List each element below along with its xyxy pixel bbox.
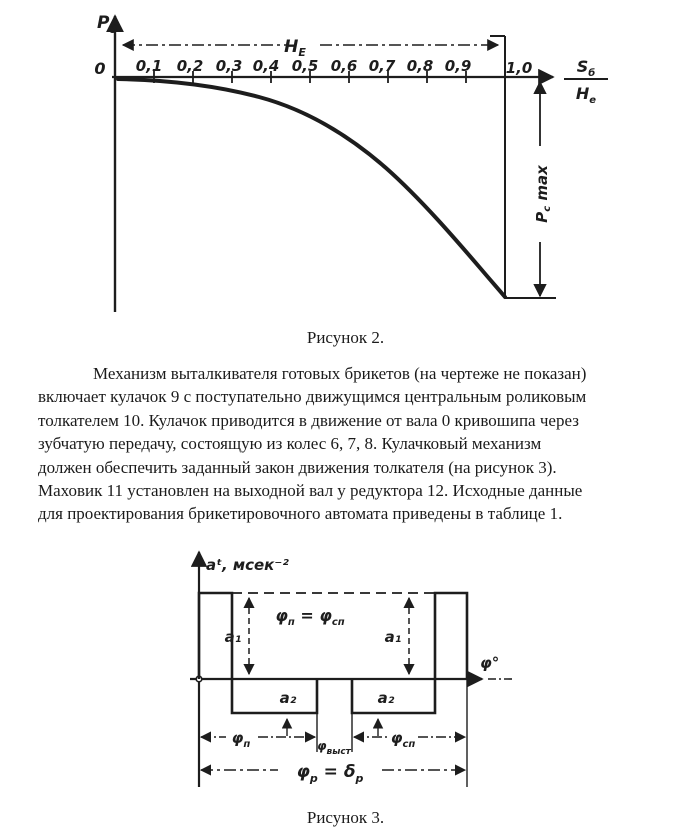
phi-vyst-label: $\varphi_{выст}$	[317, 739, 351, 757]
paragraph-line: должен обеспечить заданный закон движения толкателя (на рисунок 3).	[38, 457, 557, 477]
a2-label: а₂	[279, 689, 297, 707]
tick-label: 0,9	[444, 57, 472, 75]
phi-equality-label: $\varphi_п = \varphi_{сп}$	[275, 606, 345, 628]
figure2-plot	[0, 0, 691, 345]
phi-sp-label: $\varphi_{сп}$	[390, 729, 416, 750]
paragraph-line: зубчатую передачу, состоящую из колес 6, 7, 8. Кулачковый механизм	[38, 434, 542, 454]
figure2-caption: Рисунок 2.	[306, 328, 385, 347]
p-max-label: $Р_с$ max	[533, 165, 553, 223]
a1-label: а₁	[224, 628, 242, 646]
y-axis-label: $Р_б$	[97, 13, 118, 36]
tick-label: 0,3	[215, 57, 243, 75]
a1-label: а₁	[384, 628, 402, 646]
phi-p-label: $\varphi_п$	[231, 729, 251, 750]
a2-label: а₂	[377, 689, 395, 707]
pressure-curve	[118, 79, 505, 297]
tick-label: 0,1	[135, 57, 163, 75]
paragraph-line: Маховик 11 установлен на выходной вал у редуктора 12. Исходные данные	[38, 481, 583, 501]
paragraph-line: Механизм выталкивателя готовых брикетов (на чертеже не показан)	[93, 364, 587, 383]
figure3-caption: Рисунок 3.	[306, 808, 385, 827]
body-paragraph	[38, 362, 670, 526]
figure3-diagram	[170, 540, 530, 808]
tick-label-last: 1,0	[505, 59, 533, 77]
svg-text:Sб: $S_б$	[576, 57, 596, 79]
x-axis-fraction-label	[564, 57, 608, 106]
tick-label: 0,5	[291, 57, 319, 75]
paragraph-line: для проектирования брикетировочного автомата приведены в таблице 1.	[38, 504, 563, 524]
y-axis-label: аᵗ, мсек⁻²	[206, 556, 289, 574]
h-dimension-label: $Н_Е$	[284, 37, 306, 59]
tick-label: 0,4	[252, 57, 280, 75]
tick-label: 0,7	[368, 57, 396, 75]
x-axis-label: φ°	[480, 654, 500, 672]
paragraph-line: толкателем 10. Кулачок приводится в движение от вала 0 кривошипа через	[38, 410, 579, 430]
svg-text:Не: $Н_е$	[575, 84, 597, 106]
paragraph-line: включает кулачок 9 с поступательно движущимся центральным роликовым	[38, 387, 587, 407]
tick-label: 0,6	[330, 57, 358, 75]
tick-label: 0,8	[406, 57, 434, 75]
tick-label: 0,2	[176, 57, 204, 75]
phi-total-label: $\varphi_р = \delta_р$	[296, 762, 364, 785]
origin-label: 0	[94, 59, 106, 78]
acceleration-profile	[199, 593, 467, 713]
